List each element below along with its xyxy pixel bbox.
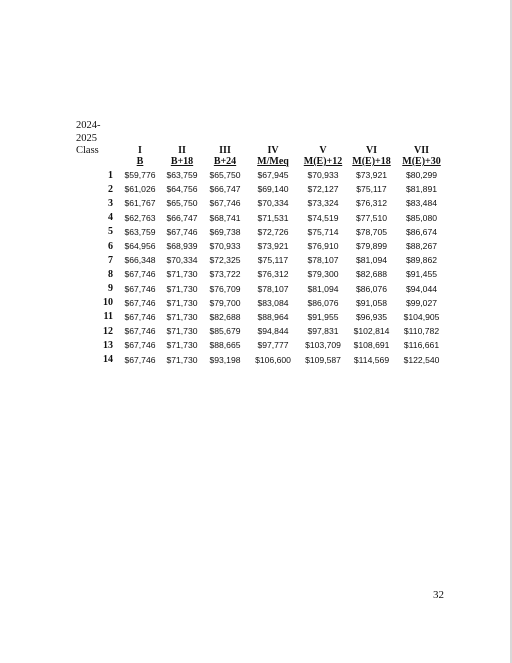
step-number: 12 (103, 325, 113, 337)
salary-cell: $91,455 (405, 269, 438, 280)
salary-cell: $71,730 (166, 269, 198, 280)
table-row (103, 296, 447, 310)
salary-cell: $67,746 (124, 283, 156, 294)
header-row-degree (103, 156, 447, 168)
salary-cell: $91,058 (355, 297, 388, 308)
salary-cell: $61,026 (124, 184, 156, 195)
table-row (103, 310, 447, 324)
salary-cell: $71,730 (166, 340, 198, 351)
salary-cell: $71,531 (257, 212, 289, 223)
step-column-subheader (103, 156, 119, 168)
salary-cell: $114,569 (353, 354, 390, 365)
salary-cell: $67,746 (124, 340, 156, 351)
salary-cell: $109,587 (305, 354, 341, 365)
salary-cell: $71,730 (166, 283, 198, 294)
salary-cell: $81,891 (405, 184, 438, 195)
table-row (103, 282, 447, 296)
salary-cell: $65,750 (166, 198, 198, 209)
salary-cell: $89,862 (405, 255, 438, 266)
column-roman: VI (365, 145, 378, 156)
step-number: 6 (108, 240, 113, 252)
salary-cell: $71,730 (166, 311, 198, 322)
salary-cell: $68,939 (166, 241, 198, 252)
table-row (103, 352, 447, 366)
salary-cell: $72,726 (257, 226, 289, 237)
salary-cell: $67,746 (124, 297, 156, 308)
column-degree-label: M(E)+18 (352, 156, 391, 167)
column-roman: VII (413, 145, 429, 156)
salary-cell: $70,334 (166, 255, 198, 266)
salary-table-body (103, 168, 447, 367)
salary-cell: $73,921 (355, 170, 388, 181)
salary-cell: $77,510 (355, 212, 388, 223)
salary-cell: $71,730 (166, 354, 198, 365)
salary-cell: $61,767 (124, 198, 156, 209)
step-number: 11 (103, 311, 113, 323)
column-roman: II (178, 145, 186, 156)
salary-cell: $97,831 (307, 326, 339, 337)
salary-cell: $88,964 (257, 311, 289, 322)
salary-cell: $70,334 (257, 198, 289, 209)
salary-cell: $64,756 (166, 184, 198, 195)
step-number: 9 (108, 283, 113, 295)
salary-cell: $73,921 (257, 241, 289, 252)
salary-schedule-table (103, 144, 447, 367)
salary-cell: $81,094 (307, 283, 339, 294)
table-row (103, 211, 447, 225)
column-degree-label: B+24 (213, 156, 237, 167)
salary-cell: $76,312 (355, 198, 388, 209)
column-roman: V (319, 145, 327, 156)
salary-cell: $68,741 (209, 212, 241, 223)
salary-cell: $85,080 (405, 212, 438, 223)
salary-cell: $71,730 (166, 297, 198, 308)
step-number: 1 (108, 169, 113, 181)
salary-cell: $99,027 (405, 297, 438, 308)
salary-cell: $73,722 (209, 269, 241, 280)
salary-cell: $69,738 (209, 226, 241, 237)
table-row (103, 182, 447, 196)
salary-cell: $79,899 (355, 241, 388, 252)
salary-cell: $93,198 (209, 354, 241, 365)
salary-cell: $67,746 (124, 311, 156, 322)
step-number: 10 (103, 297, 113, 309)
salary-cell: $66,747 (209, 184, 241, 195)
salary-cell: $86,076 (355, 283, 388, 294)
salary-cell: $66,747 (166, 212, 198, 223)
salary-cell: $59,776 (124, 170, 156, 181)
table-row (103, 253, 447, 267)
salary-cell: $80,299 (405, 170, 438, 181)
salary-cell: $71,730 (166, 326, 198, 337)
salary-cell: $63,759 (124, 226, 156, 237)
table-row (103, 239, 447, 253)
salary-cell: $70,933 (307, 170, 339, 181)
salary-cell: $69,140 (257, 184, 289, 195)
salary-cell: $102,814 (353, 326, 390, 337)
salary-cell: $76,312 (257, 269, 289, 280)
salary-cell: $67,746 (124, 354, 156, 365)
column-roman: I (138, 145, 142, 156)
column-degree-label: M/Meq (257, 156, 289, 167)
salary-cell: $108,691 (353, 340, 390, 351)
column-degree-label: M(E)+12 (303, 156, 343, 167)
salary-cell: $62,763 (124, 212, 156, 223)
table-row (103, 225, 447, 239)
salary-cell: $110,782 (403, 326, 440, 337)
table-row (103, 168, 447, 182)
salary-cell: $104,905 (403, 311, 440, 322)
step-number: 4 (108, 212, 113, 224)
step-number: 5 (108, 226, 113, 238)
salary-cell: $94,844 (257, 326, 289, 337)
column-roman: IV (267, 145, 279, 156)
salary-cell: $96,935 (355, 311, 388, 322)
salary-cell: $78,107 (307, 255, 339, 266)
salary-cell: $82,688 (355, 269, 388, 280)
salary-cell: $72,127 (307, 184, 339, 195)
column-degree-label: M(E)+30 (402, 156, 441, 167)
salary-cell: $63,759 (166, 170, 198, 181)
salary-cell: $83,484 (405, 198, 438, 209)
salary-cell: $73,324 (307, 198, 339, 209)
year-class-label (76, 120, 101, 158)
salary-cell: $76,709 (209, 283, 241, 294)
salary-cell: $97,777 (257, 340, 289, 351)
salary-cell: $106,600 (255, 354, 291, 365)
table-row (103, 338, 447, 352)
step-number: 13 (103, 339, 113, 351)
year-line-2: 2025 (76, 132, 97, 144)
salary-cell: $70,933 (209, 241, 241, 252)
salary-cell: $88,665 (209, 340, 241, 351)
header-row-roman (103, 144, 447, 156)
salary-cell: $75,714 (307, 226, 339, 237)
salary-cell: $85,679 (209, 326, 241, 337)
salary-cell: $82,688 (209, 311, 241, 322)
salary-cell: $75,117 (356, 184, 387, 195)
salary-cell: $75,117 (257, 255, 289, 266)
salary-cell: $67,746 (124, 269, 156, 280)
salary-cell: $86,674 (405, 226, 438, 237)
salary-cell: $67,746 (124, 326, 156, 337)
year-line-1: 2024- (76, 120, 101, 131)
salary-cell: $66,348 (124, 255, 156, 266)
salary-cell: $79,300 (307, 269, 339, 280)
table-row (103, 267, 447, 281)
salary-cell: $91,955 (307, 311, 339, 322)
salary-cell: $122,540 (403, 354, 440, 365)
step-column-header (103, 144, 119, 156)
salary-cell: $81,094 (355, 255, 388, 266)
salary-cell: $83,084 (257, 297, 289, 308)
salary-cell: $94,044 (405, 283, 438, 294)
salary-cell: $79,700 (209, 297, 241, 308)
salary-cell: $65,750 (209, 170, 241, 181)
page-number: 32 (433, 589, 444, 601)
class-label: Class (76, 145, 99, 156)
step-number: 7 (108, 254, 113, 266)
salary-cell: $67,746 (166, 226, 198, 237)
salary-cell: $64,956 (124, 241, 156, 252)
salary-cell: $72,325 (209, 255, 241, 266)
salary-cell: $116,661 (403, 340, 440, 351)
salary-cell: $67,945 (257, 170, 289, 181)
step-number: 8 (108, 268, 113, 280)
salary-cell: $88,267 (405, 241, 438, 252)
salary-cell: $103,709 (305, 340, 341, 351)
table-row (103, 196, 447, 210)
column-degree-label: B+18 (170, 156, 194, 167)
step-number: 3 (108, 197, 113, 209)
column-degree-label: B (136, 156, 144, 167)
step-number: 2 (108, 183, 113, 195)
salary-cell: $86,076 (307, 297, 339, 308)
salary-cell: $78,705 (355, 226, 388, 237)
salary-cell: $74,519 (307, 212, 339, 223)
salary-cell: $67,746 (209, 198, 241, 209)
salary-cell: $78,107 (257, 283, 289, 294)
salary-cell: $76,910 (307, 241, 339, 252)
column-roman: III (219, 145, 231, 156)
table-row (103, 324, 447, 338)
step-number: 14 (103, 354, 113, 366)
